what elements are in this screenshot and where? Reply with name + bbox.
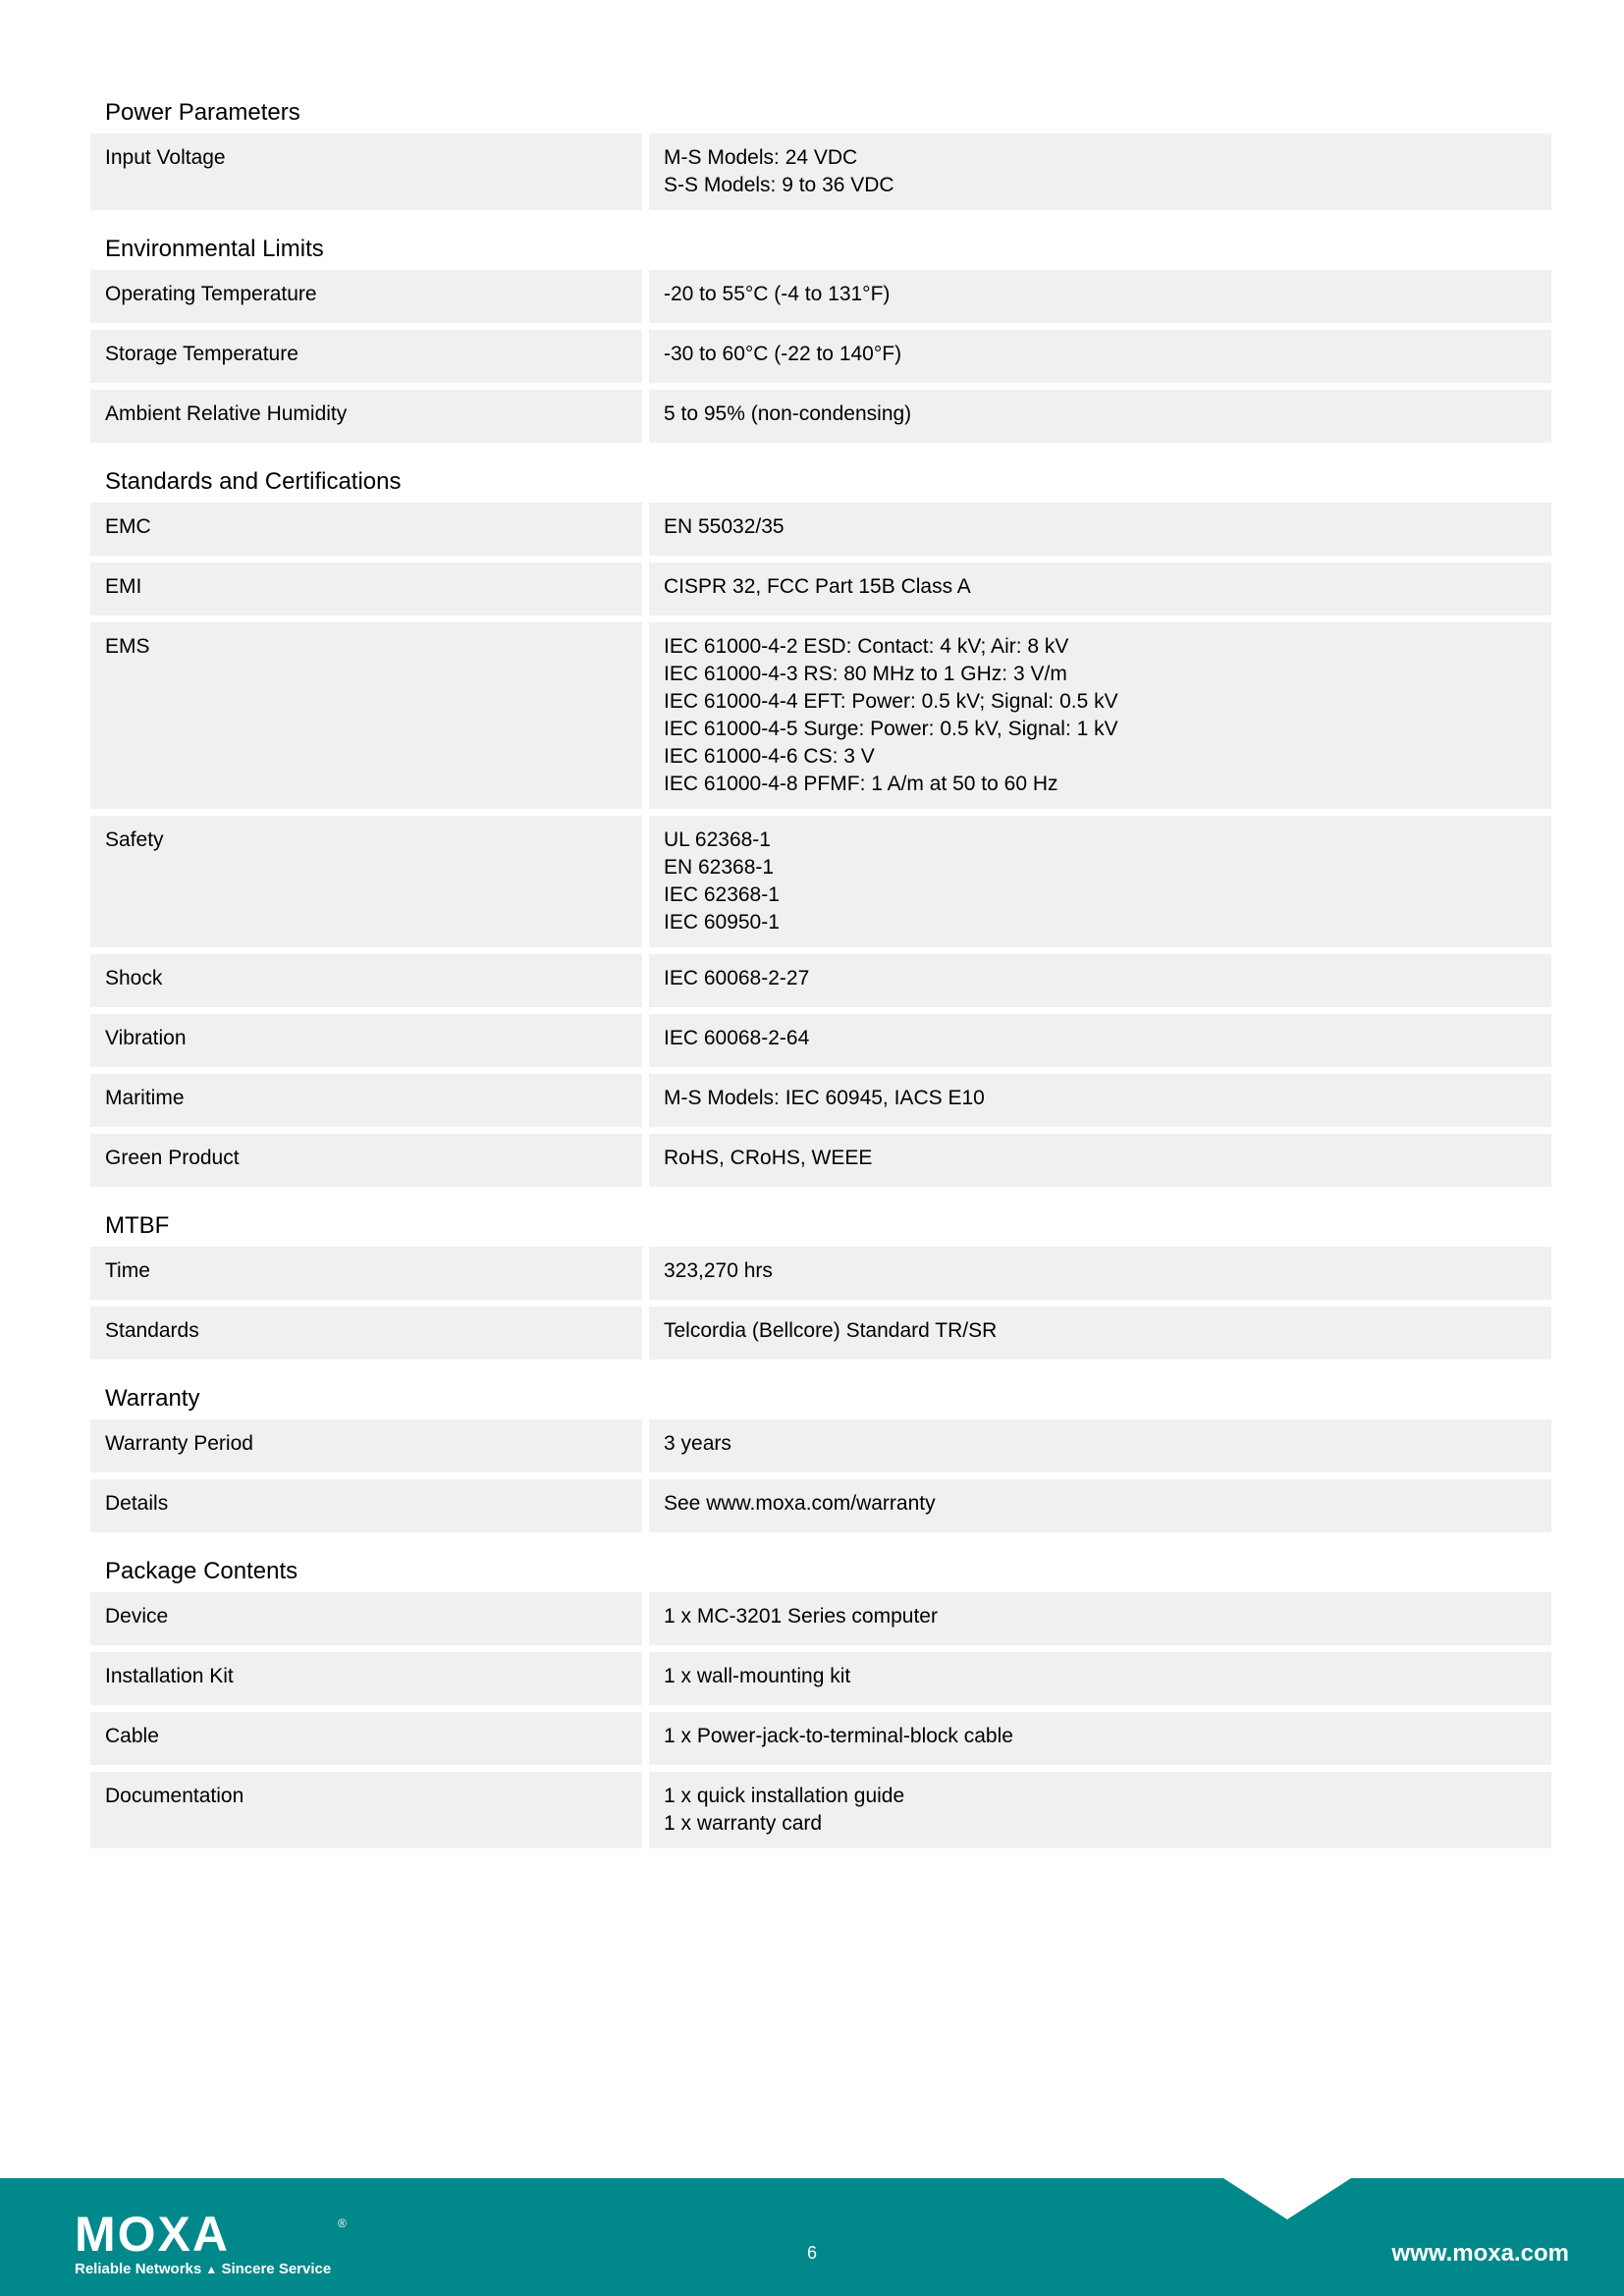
spec-value-line: RoHS, CRoHS, WEEE	[664, 1147, 873, 1169]
spec-value	[649, 1134, 1551, 1187]
spec-value	[649, 816, 1551, 947]
spec-value-line: -30 to 60°C (-22 to 140°F)	[664, 343, 902, 365]
spec-value	[649, 1479, 1551, 1532]
spec-value	[649, 622, 1551, 809]
spec-value	[649, 1652, 1551, 1705]
spec-row	[90, 1014, 1551, 1067]
spec-row	[90, 622, 1551, 809]
spec-label: Installation Kit	[90, 1652, 642, 1705]
spec-label: Standards	[90, 1307, 642, 1360]
spec-row	[90, 954, 1551, 1007]
spec-value-line: S-S Models: 9 to 36 VDC	[664, 174, 894, 196]
spec-value-line: 1 x quick installation guide	[664, 1785, 905, 1807]
spec-value-line: IEC 61000-4-5 Surge: Power: 0.5 kV, Signal: 1 kV	[664, 718, 1118, 740]
spec-row	[90, 1419, 1551, 1472]
spec-label: Time	[90, 1247, 642, 1300]
spec-label: Cable	[90, 1712, 642, 1765]
spec-value	[649, 1307, 1551, 1360]
section-spacer	[90, 1539, 1551, 1553]
spec-row	[90, 390, 1551, 443]
spec-label: EMI	[90, 562, 642, 615]
spec-row	[90, 1479, 1551, 1532]
website-link[interactable]: www.moxa.com	[1391, 2240, 1569, 2267]
tagline-separator-icon: ▲	[205, 2263, 218, 2276]
spec-label: Shock	[90, 954, 642, 1007]
spec-row	[90, 133, 1551, 210]
spec-label: EMS	[90, 622, 642, 809]
spec-value	[649, 562, 1551, 615]
spec-value-line: 1 x wall-mounting kit	[664, 1665, 851, 1687]
spec-label: Safety	[90, 816, 642, 947]
spec-label: Storage Temperature	[90, 330, 642, 383]
section-title: Package Contents	[105, 1558, 298, 1584]
spec-value-line: IEC 61000-4-4 EFT: Power: 0.5 kV; Signal: 0.5 kV	[664, 690, 1118, 713]
spec-value-line: EN 62368-1	[664, 856, 775, 879]
spec-label: Documentation	[90, 1772, 642, 1848]
spec-value-line: IEC 60950-1	[664, 911, 780, 934]
spec-row	[90, 1134, 1551, 1187]
spec-value-line: -20 to 55°C (-4 to 131°F)	[664, 283, 891, 305]
spec-value-line: IEC 60068-2-27	[664, 967, 810, 989]
spec-value	[649, 270, 1551, 323]
spec-value	[649, 133, 1551, 210]
spec-value	[649, 954, 1551, 1007]
section-title: Standards and Certifications	[105, 468, 402, 495]
spec-row	[90, 270, 1551, 323]
spec-value-line: 323,270 hrs	[664, 1259, 773, 1282]
logo-registered-mark: ®	[338, 2216, 347, 2230]
spec-label: Device	[90, 1592, 642, 1645]
spec-row	[90, 1772, 1551, 1848]
spec-row	[90, 1307, 1551, 1360]
spec-value-line: 5 to 95% (non-condensing)	[664, 402, 912, 425]
spec-label: Vibration	[90, 1014, 642, 1067]
tagline-right: Sincere Service	[221, 2261, 332, 2277]
section-spacer	[90, 1366, 1551, 1380]
spec-value-line: IEC 61000-4-8 PFMF: 1 A/m at 50 to 60 Hz	[664, 773, 1058, 795]
section-spacer	[90, 450, 1551, 463]
spec-label: Green Product	[90, 1134, 642, 1187]
logo-wordmark: MOXA	[75, 2212, 230, 2259]
spec-value-line: See www.moxa.com/warranty	[664, 1492, 936, 1515]
spec-label: Warranty Period	[90, 1419, 642, 1472]
spec-value-line: CISPR 32, FCC Part 15B Class A	[664, 575, 971, 598]
spec-label: Input Voltage	[90, 133, 642, 210]
spec-value-line: IEC 61000-4-3 RS: 80 MHz to 1 GHz: 3 V/m	[664, 663, 1067, 685]
page-footer	[0, 2178, 1624, 2296]
section-title: Power Parameters	[105, 99, 300, 126]
spec-value	[649, 1712, 1551, 1765]
spec-value-line: M-S Models: IEC 60945, IACS E10	[664, 1087, 985, 1109]
section-title: MTBF	[105, 1212, 170, 1239]
spec-value-line: IEC 60068-2-64	[664, 1027, 810, 1049]
spec-value	[649, 1074, 1551, 1127]
spec-row	[90, 816, 1551, 947]
spec-label: Operating Temperature	[90, 270, 642, 323]
spec-document	[90, 94, 1551, 1869]
spec-value-line: M-S Models: 24 VDC	[664, 146, 858, 169]
spec-value-line: IEC 61000-4-2 ESD: Contact: 4 kV; Air: 8 kV	[664, 635, 1069, 658]
spec-row	[90, 503, 1551, 556]
spec-value-line: 1 x MC-3201 Series computer	[664, 1605, 938, 1628]
spec-row	[90, 1712, 1551, 1765]
page-number: 6	[806, 2243, 817, 2263]
spec-row	[90, 1247, 1551, 1300]
spec-label: Maritime	[90, 1074, 642, 1127]
spec-value-line: IEC 61000-4-6 CS: 3 V	[664, 745, 875, 768]
spec-value	[649, 1772, 1551, 1848]
spec-value-line: UL 62368-1	[664, 828, 771, 851]
spec-value	[649, 330, 1551, 383]
spec-value-line: EN 55032/35	[664, 515, 785, 538]
spec-row	[90, 1592, 1551, 1645]
spec-value-line: 1 x Power-jack-to-terminal-block cable	[664, 1725, 1013, 1747]
section-title: Warranty	[105, 1385, 200, 1412]
spec-value	[649, 1419, 1551, 1472]
spec-row	[90, 562, 1551, 615]
section-title: Environmental Limits	[105, 236, 324, 262]
spec-value-line: 3 years	[664, 1432, 731, 1455]
spec-value	[649, 1592, 1551, 1645]
section-spacer	[90, 1855, 1551, 1869]
spec-value	[649, 390, 1551, 443]
spec-row	[90, 330, 1551, 383]
spec-value-line: IEC 62368-1	[664, 883, 780, 906]
spec-row	[90, 1652, 1551, 1705]
spec-value-line: 1 x warranty card	[664, 1812, 823, 1835]
spec-value	[649, 1014, 1551, 1067]
footer-notch	[1223, 2178, 1351, 2219]
spec-row	[90, 1074, 1551, 1127]
spec-label: EMC	[90, 503, 642, 556]
tagline-left: Reliable Networks	[75, 2261, 202, 2277]
spec-label: Ambient Relative Humidity	[90, 390, 642, 443]
section-spacer	[90, 1194, 1551, 1207]
spec-value	[649, 503, 1551, 556]
section-spacer	[90, 217, 1551, 231]
spec-label: Details	[90, 1479, 642, 1532]
spec-value	[649, 1247, 1551, 1300]
spec-value-line: Telcordia (Bellcore) Standard TR/SR	[664, 1319, 998, 1342]
